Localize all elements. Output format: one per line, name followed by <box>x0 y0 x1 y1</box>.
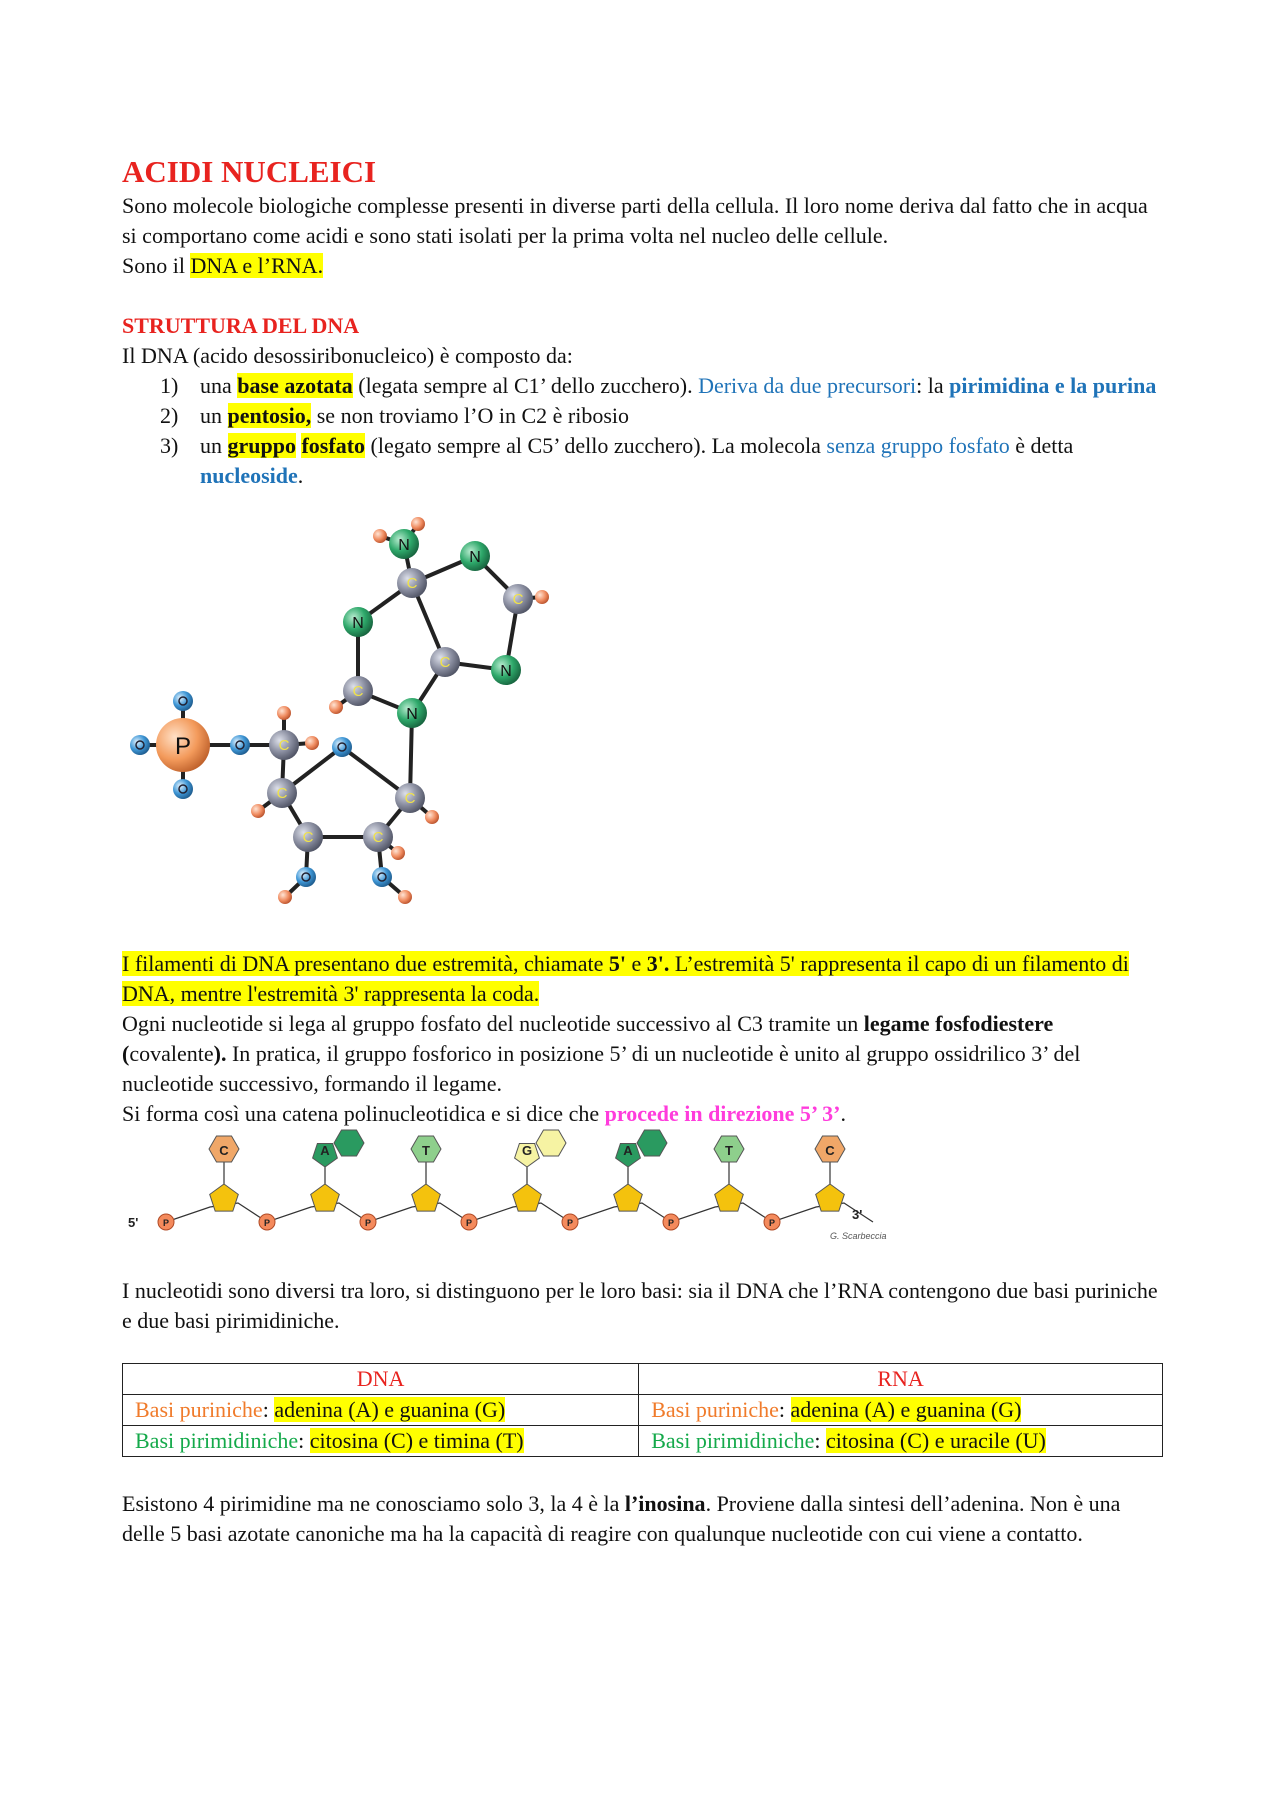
cell-colon: : <box>298 1428 310 1453</box>
base-hexagon <box>334 1130 364 1156</box>
table-header: DNA <box>123 1364 639 1395</box>
carbon-atom <box>343 676 373 706</box>
table-cell <box>639 1395 1163 1426</box>
carbon-atom <box>430 647 460 677</box>
carbon-label: C <box>406 575 418 592</box>
nitrogen-label: N <box>352 615 364 632</box>
sono-prefix: Sono il <box>122 253 191 278</box>
item-text: se non troviamo l’O in C2 è ribosio <box>311 403 629 428</box>
cell-label: Basi puriniche <box>651 1397 779 1422</box>
item-highlight: pentosio, <box>227 403 312 428</box>
item-text: (legata sempre al C1’ dello zucchero). <box>352 373 699 398</box>
bond-text: covalente <box>129 1041 214 1066</box>
phosphate-letter: P <box>465 1218 473 1228</box>
item-text: (legato sempre al C5’ dello zucchero). La molecola <box>365 433 827 458</box>
end-5-label: 5' <box>128 1215 139 1230</box>
bases-table <box>122 1363 1163 1457</box>
item-text: : la <box>916 373 950 398</box>
carbon-label: C <box>352 683 364 700</box>
item-text: un <box>200 433 228 458</box>
carbon-atom <box>363 822 393 852</box>
inosine-paragraph <box>122 1489 1162 1549</box>
cell-value: citosina (C) e timina (T) <box>309 1428 524 1453</box>
inosine-text: Esistono 4 pirimidine ma ne conosciamo solo 3, la 4 è la <box>122 1491 625 1516</box>
ends-text: e <box>626 951 647 976</box>
base-letter: T <box>725 1143 733 1158</box>
cell-colon: : <box>814 1428 826 1453</box>
item-text: un <box>200 403 228 428</box>
spacer <box>122 1254 1162 1276</box>
sugar-pentagon <box>412 1184 441 1211</box>
carbon-atom <box>269 730 299 760</box>
chain-text: Si forma così una catena polinucleotidica e si dice che <box>122 1101 605 1126</box>
end-5-label: 5' <box>608 951 627 976</box>
cell-label: Basi pirimidiniche <box>651 1428 815 1453</box>
sugar-pentagon <box>715 1184 744 1211</box>
phosphate-letter: P <box>162 1218 170 1228</box>
intro-text: Sono molecole biologiche complesse presenti in diverse parti della cellula. Il loro nome deriva dal fatto che in acqua si comportano come acidi e sono stati isolati per la prima volta nel nucleo delle cellule. <box>122 193 1148 248</box>
base-hexagon <box>536 1130 566 1156</box>
item-text: una <box>200 373 238 398</box>
item-blue-text: Deriva da due precursori <box>698 373 917 398</box>
chain-paragraph <box>122 1099 1162 1129</box>
base-letter: G <box>521 1143 533 1158</box>
nitrogen-label: N <box>469 549 481 566</box>
phosphate-letter: P <box>566 1218 574 1228</box>
bond-text: In pratica, il gruppo fosforico in posizione 5’ di un nucleotide è unito al gruppo ossidrilico 3’ del nucleotide successivo, formando il legame. <box>122 1041 1081 1096</box>
cell-value: citosina (C) e uracile (U) <box>825 1428 1046 1453</box>
carbon-atom <box>395 783 425 813</box>
phosphate-letter: P <box>667 1218 675 1228</box>
list-item <box>122 431 1162 491</box>
dna-lead: Il DNA (acido desossiribonucleico) è composto da: <box>122 343 573 368</box>
ends-text: I filamenti di DNA presentano due estremità, chiamate <box>122 951 609 976</box>
bond-text: Ogni nucleotide si lega al gruppo fosfato del nucleotide successivo al C3 tramite un <box>122 1011 864 1036</box>
phosphorus-atom <box>156 718 210 772</box>
nitrogen-atom <box>460 541 490 571</box>
cell-colon: : <box>778 1397 791 1422</box>
item-highlight: base azotata <box>237 373 353 398</box>
nucleotide-diagram <box>122 491 622 921</box>
base-letter: C <box>219 1143 229 1158</box>
inosine-text: . Proviene dalla sintesi dell’adenina. Non è una delle 5 basi azotate canoniche ma ha la capacità di reagire con qualunque nucleotide con cui viene a contatto. <box>122 1491 1121 1546</box>
cell-label: Basi puriniche <box>135 1397 263 1422</box>
cell-colon: : <box>262 1397 275 1422</box>
table-row <box>123 1395 1163 1426</box>
cell-label: Basi pirimidiniche <box>135 1428 299 1453</box>
nitrogen-atom <box>397 698 427 728</box>
list-number: 1) <box>160 373 179 398</box>
sugar-pentagon <box>816 1184 845 1211</box>
phosphate-letter: P <box>263 1218 271 1228</box>
table-header: RNA <box>639 1364 1163 1395</box>
table-cell <box>639 1426 1163 1457</box>
phosphate-letter: P <box>364 1218 372 1228</box>
nitrogen-label: N <box>500 663 512 680</box>
phosphate-letter: P <box>768 1218 776 1228</box>
item-blue-bold: pirimidina e la purina <box>949 373 1157 398</box>
page-title: ACIDI NUCLEICI <box>122 154 377 189</box>
carbon-label: C <box>302 829 314 846</box>
carbon-label: C <box>278 737 290 754</box>
item-highlight: gruppo <box>227 433 296 458</box>
table-row <box>123 1426 1163 1457</box>
dna-components-list <box>122 371 1162 491</box>
inosine-bold: l’inosina <box>624 1491 706 1516</box>
section-heading-dna: STRUTTURA DEL DNA <box>122 313 360 338</box>
list-number: 2) <box>160 403 179 428</box>
document-content <box>122 153 1162 1549</box>
differ-paragraph: I nucleotidi sono diversi tra loro, si distinguono per le loro basi: sia il DNA che l’RNA contengono due basi puriniche e due basi pirimidiniche. <box>122 1278 1158 1333</box>
end-3-label: 3'. <box>646 951 670 976</box>
table-cell <box>123 1395 639 1426</box>
sugar-pentagon <box>614 1184 643 1211</box>
list-item <box>122 401 1162 431</box>
carbon-label: C <box>372 829 384 846</box>
base-letter: C <box>825 1143 835 1158</box>
ends-paragraph <box>122 949 1162 1009</box>
nitrogen-atom <box>491 655 521 685</box>
carbon-atom <box>293 822 323 852</box>
carbon-label: C <box>512 591 524 608</box>
carbon-atom <box>503 584 533 614</box>
nitrogen-atom <box>343 607 373 637</box>
nitrogen-label: N <box>398 537 410 554</box>
item-text: è detta <box>1009 433 1074 458</box>
end-3-label: 3' <box>852 1207 863 1222</box>
carbon-label: C <box>276 785 288 802</box>
base-letter: A <box>320 1143 330 1158</box>
intro-paragraph <box>122 191 1162 251</box>
chain-text: . <box>840 1101 846 1126</box>
item-text: . <box>297 463 304 488</box>
sugar-pentagon <box>513 1184 542 1211</box>
sugar-pentagon <box>311 1184 340 1211</box>
phosphorus-label: P <box>174 733 192 760</box>
cell-value: adenina (A) e guanina (G) <box>274 1397 506 1422</box>
chain-direction: procede in direzione 5’ 3’ <box>604 1101 841 1126</box>
nitrogen-atom <box>389 529 419 559</box>
sono-highlight: DNA e l’RNA. <box>190 253 324 278</box>
list-number: 3) <box>160 433 179 458</box>
item-highlight: fosfato <box>301 433 366 458</box>
nitrogen-label: N <box>406 706 418 723</box>
bond-bold: ). <box>213 1041 227 1066</box>
spacer <box>122 1457 1162 1489</box>
carbon-label: C <box>439 654 451 671</box>
bond-paragraph <box>122 1009 1162 1099</box>
oxygen-atoms <box>130 691 392 887</box>
base-letter: A <box>623 1143 633 1158</box>
bond-bold: legame fosfodiestere ( <box>122 1011 1054 1066</box>
carbon-label: C <box>404 790 416 807</box>
list-item <box>122 371 1162 401</box>
carbon-atom <box>397 568 427 598</box>
base-letter: T <box>422 1143 430 1158</box>
sugar-pentagon <box>210 1184 239 1211</box>
intro-sono-line <box>122 251 1162 281</box>
spacer <box>122 921 1162 949</box>
base-hexagon <box>637 1130 667 1156</box>
table-header-row <box>123 1364 1163 1395</box>
signature: G. Scarbeccia <box>830 1231 887 1241</box>
item-blue-text: senza gruppo fosfato <box>826 433 1010 458</box>
carbon-atom <box>267 778 297 808</box>
dna-strand-diagram <box>122 1129 902 1254</box>
item-blue-bold: nucleoside <box>200 463 298 488</box>
table-cell <box>123 1426 639 1457</box>
ends-text: L’estremità 5' rappresenta il capo di un filamento di DNA, mentre l'estremità 3' rappresenta la coda. <box>122 951 1129 1006</box>
cell-value: adenina (A) e guanina (G) <box>790 1397 1022 1422</box>
